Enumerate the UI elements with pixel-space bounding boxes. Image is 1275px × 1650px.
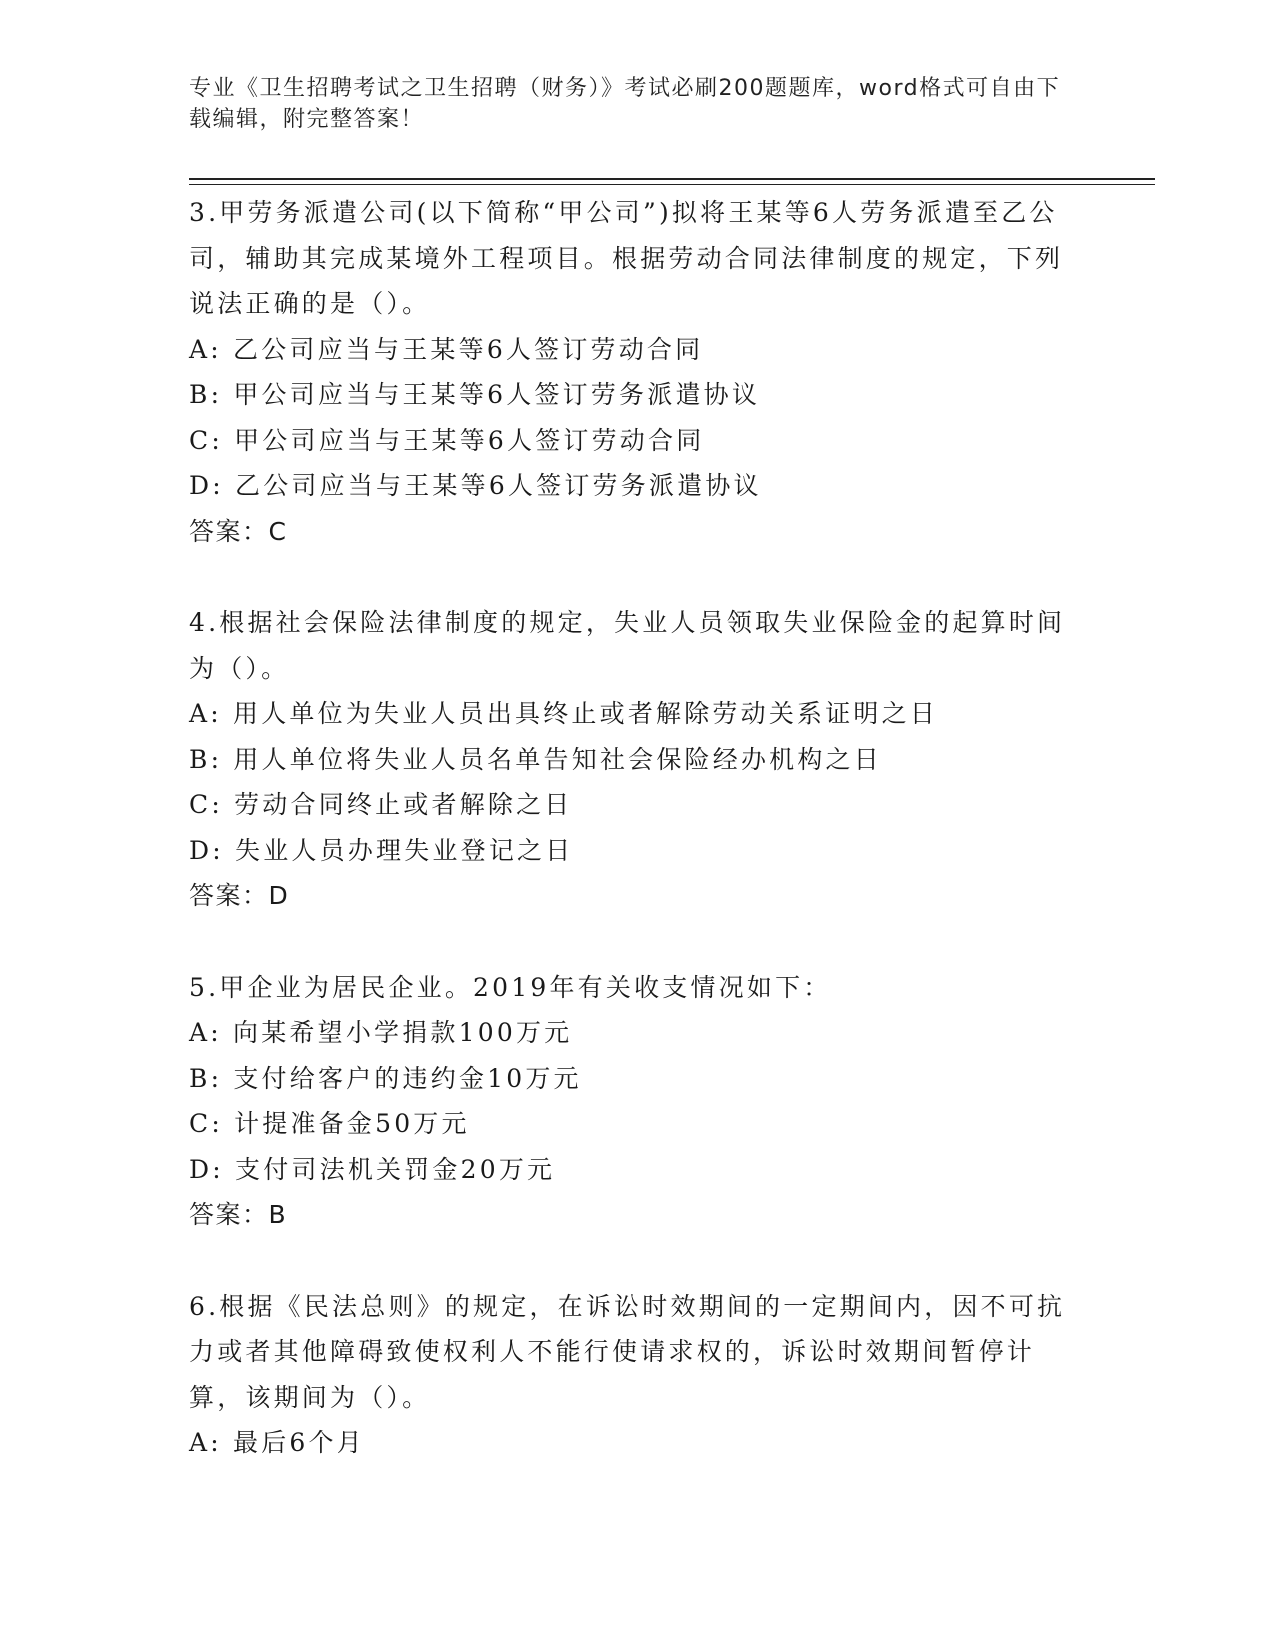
answer-line: 答案：C: [189, 516, 288, 546]
question-stem: 5.甲企业为居民企业。2019年有关收支情况如下：: [189, 972, 832, 1002]
question-stem: 6.根据《民法总则》的规定，在诉讼时效期间的一定期间内，因不可抗力或者其他障碍致使权利人不能行使请求权的，诉讼时效期间暂停计算，该期间为（）。: [189, 1291, 1066, 1412]
answer-line: 答案：D: [189, 881, 290, 910]
option-b: B: 用人单位将失业人员名单告知社会保险经办机构之日: [189, 744, 882, 774]
question-3: [189, 190, 1089, 554]
document-header: 专业《卫生招聘考试之卫生招聘（财务）》考试必刷200题题库，word格式可自由下载编辑，附完整答案！: [189, 76, 1061, 132]
question-stem: 4.根据社会保险法律制度的规定，失业人员领取失业保险金的起算时间为（）。: [189, 608, 1066, 683]
option-d: D: 支付司法机关罚金20万元: [189, 1154, 556, 1184]
option-a: A: 向某希望小学捐款100万元: [189, 1018, 573, 1047]
option-a: A: 用人单位为失业人员出具终止或者解除劳动关系证明之日: [189, 699, 939, 728]
answer-line: 答案：B: [189, 1200, 288, 1229]
option-d: D: 乙公司应当与王某等6人签订劳务派遣协议: [189, 471, 762, 500]
question-list: [189, 190, 1089, 1466]
option-a: A: 最后6个月: [189, 1428, 365, 1457]
question-5: [189, 965, 1089, 1238]
header-rule-thick: [189, 178, 1155, 180]
question-stem: 3.甲劳务派遣公司(以下简称“甲公司”)拟将王某等6人劳务派遣至乙公司，辅助其完成某境外工程项目。根据劳动合同法律制度的规定，下列说法正确的是（）。: [189, 198, 1064, 318]
option-b: B: 甲公司应当与王某等6人签订劳务派遣协议: [189, 380, 761, 409]
option-d: D: 失业人员办理失业登记之日: [189, 835, 574, 865]
option-c: C: 劳动合同终止或者解除之日: [189, 790, 573, 819]
option-c: C: 计提准备金50万元: [189, 1109, 470, 1138]
option-b: B: 支付给客户的违约金10万元: [189, 1063, 582, 1093]
question-4: [189, 600, 1089, 919]
option-a: A: 乙公司应当与王某等6人签订劳动合同: [189, 334, 704, 364]
question-6: [189, 1284, 1089, 1466]
option-c: C: 甲公司应当与王某等6人签订劳动合同: [189, 425, 705, 455]
header-rule-thin: [189, 184, 1155, 185]
